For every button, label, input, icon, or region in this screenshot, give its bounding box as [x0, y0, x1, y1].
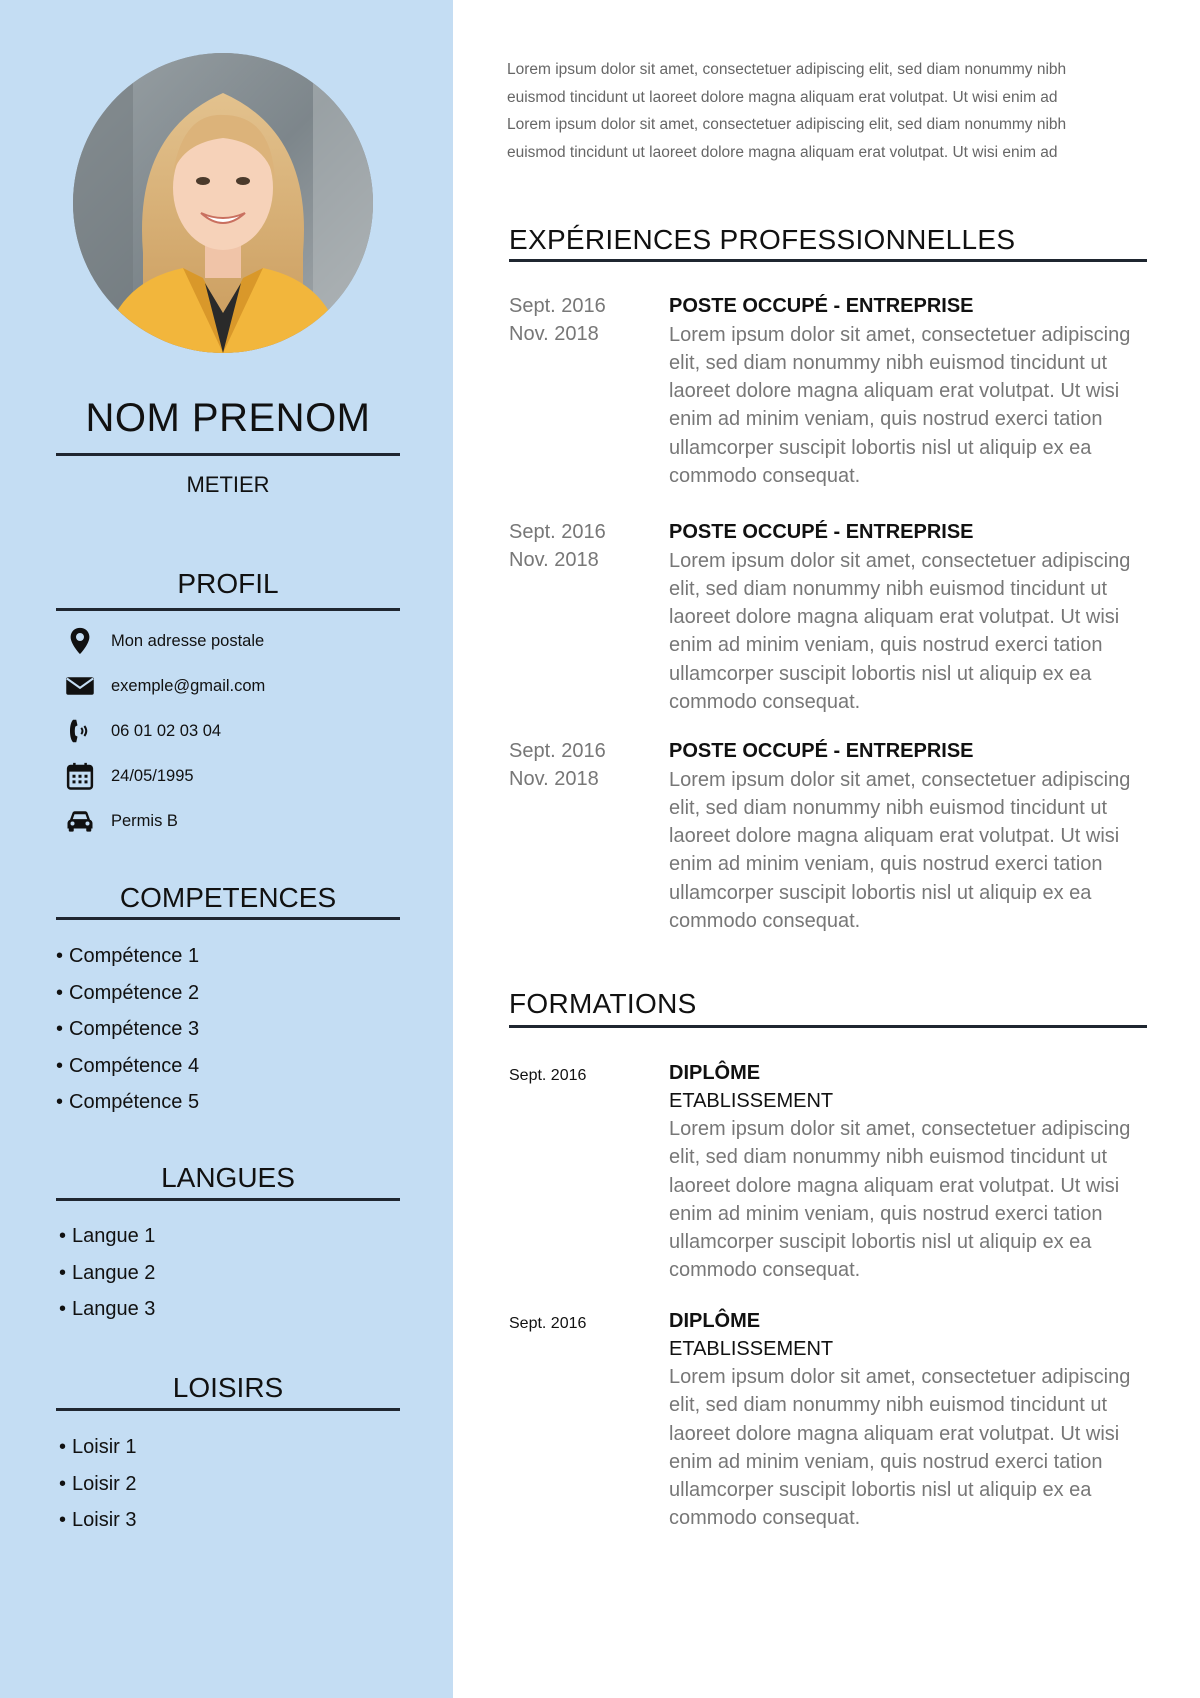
description-line: ullamcorper suscipit lobortis nisl ut aliquip ex ea [669, 662, 1092, 685]
degree-title: DIPLÔME [669, 1310, 761, 1332]
contact-email [62, 669, 265, 703]
description-line: enim ad minim veniam, quis nostrud exerci tation [669, 1450, 1103, 1473]
job-title: METIER [186, 472, 270, 497]
description-line: commodo consequat. [669, 1259, 861, 1282]
phone-text: 06 01 02 03 04 [111, 721, 222, 740]
languages-divider [56, 1198, 400, 1201]
school-name: ETABLISSEMENT [669, 1337, 834, 1360]
description-line: laoreet dolore magna aliquam erat volutpat. Ut wisi [669, 1174, 1120, 1197]
list-item: • Loisir 1 [59, 1429, 137, 1466]
intro-paragraph [507, 56, 1107, 166]
birthdate-text: 24/05/1995 [111, 766, 194, 785]
education-date: Sept. 2016 [509, 1067, 587, 1084]
intro-line: euismod tincidunt ut laoreet dolore magna aliquam erat volutpat. Ut wisi enim ad [507, 88, 1058, 106]
end-date: Nov. 2018 [509, 548, 599, 571]
description-line: Lorem ipsum dolor sit amet, consectetuer adipiscing [669, 549, 1131, 572]
location-pin-icon [62, 624, 98, 658]
end-date: Nov. 2018 [509, 322, 599, 345]
contact-birthdate [62, 759, 194, 793]
description-line: Lorem ipsum dolor sit amet, consectetuer adipiscing [669, 1366, 1131, 1388]
email-text: exemple@gmail.com [111, 676, 266, 695]
description-line: elit, sed diam nonummy nibh euismod tincidunt ut [669, 1394, 1108, 1417]
experience-divider [509, 259, 1147, 262]
list-item: • Langue 1 [59, 1218, 155, 1255]
description-line: ullamcorper suscipit lobortis nisl ut aliquip ex ea [669, 881, 1092, 904]
description-line: laoreet dolore magna aliquam erat volutpat. Ut wisi [669, 825, 1120, 848]
experience-entry [669, 519, 1149, 716]
list-item: • Loisir 3 [59, 1502, 137, 1539]
entry-description [669, 547, 1149, 717]
start-date: Sept. 2016 [509, 295, 606, 317]
intro-line: euismod tincidunt ut laoreet dolore magna aliquam erat volutpat. Ut wisi enim ad [507, 143, 1058, 161]
description-line: ullamcorper suscipit lobortis nisl ut aliquip ex ea [669, 1231, 1092, 1254]
experience-heading: EXPÉRIENCES PROFESSIONNELLES [509, 224, 1016, 255]
list-item: • Compétence 2 [56, 975, 199, 1012]
address-text: Mon adresse postale [111, 631, 265, 650]
list-item: • Compétence 5 [56, 1084, 199, 1121]
languages-list [59, 1218, 155, 1328]
degree-title: DIPLÔME [669, 1062, 761, 1084]
contact-phone [62, 714, 221, 748]
description-line: ullamcorper suscipit lobortis nisl ut aliquip ex ea [669, 436, 1092, 459]
entry-title: POSTE OCCUPÉ - ENTREPRISE [669, 295, 974, 317]
entry-description [669, 766, 1149, 936]
experience-entry [669, 293, 1149, 490]
description-line: Lorem ipsum dolor sit amet, consectetuer adipiscing [669, 768, 1131, 791]
profile-photo [73, 53, 373, 353]
description-line: elit, sed diam nonummy nibh euismod tincidunt ut [669, 577, 1108, 600]
hobbies-heading: LOISIRS [172, 1372, 284, 1403]
phone-icon [62, 714, 98, 748]
education-heading: FORMATIONS [509, 988, 697, 1019]
description-line: enim ad minim veniam, quis nostrud exerci tation [669, 1202, 1103, 1225]
skills-heading: COMPETENCES [119, 882, 337, 913]
car-icon [62, 804, 98, 838]
education-divider [509, 1025, 1147, 1028]
hobbies-divider [56, 1408, 400, 1411]
end-date: Nov. 2018 [509, 767, 599, 790]
full-name: NOM PRENOM [85, 396, 371, 440]
description-line: laoreet dolore magna aliquam erat volutpat. Ut wisi [669, 1422, 1120, 1445]
education-entry [669, 1308, 1149, 1533]
education-date: Sept. 2016 [509, 1315, 587, 1332]
list-item: • Compétence 4 [56, 1048, 199, 1085]
description-line: commodo consequat. [669, 464, 861, 487]
experience-entry [669, 738, 1149, 935]
list-item: • Compétence 3 [56, 1011, 199, 1048]
profile-divider [56, 608, 400, 611]
calendar-icon [62, 759, 98, 793]
description-line: laoreet dolore magna aliquam erat volutpat. Ut wisi [669, 606, 1120, 629]
entry-description [669, 1363, 1149, 1533]
description-line: enim ad minim veniam, quis nostrud exerci tation [669, 853, 1103, 876]
entry-description [669, 321, 1149, 491]
intro-line: Lorem ipsum dolor sit amet, consectetuer adipiscing elit, sed diam nonummy nibh [507, 61, 1067, 78]
contact-address [62, 624, 264, 658]
entry-title: POSTE OCCUPÉ - ENTREPRISE [669, 740, 974, 762]
entry-description [669, 1115, 1149, 1285]
description-line: enim ad minim veniam, quis nostrud exerci tation [669, 634, 1103, 657]
description-line: laoreet dolore magna aliquam erat volutpat. Ut wisi [669, 380, 1120, 403]
description-line: commodo consequat. [669, 909, 861, 932]
description-line: elit, sed diam nonummy nibh euismod tincidunt ut [669, 796, 1108, 819]
list-item: • Langue 2 [59, 1255, 155, 1292]
description-line: Lorem ipsum dolor sit amet, consectetuer adipiscing [669, 323, 1131, 346]
description-line: commodo consequat. [669, 1507, 861, 1530]
description-line: enim ad minim veniam, quis nostrud exerci tation [669, 408, 1103, 431]
start-date: Sept. 2016 [509, 740, 606, 762]
contact-license [62, 804, 178, 838]
list-item: • Langue 3 [59, 1291, 155, 1328]
school-name: ETABLISSEMENT [669, 1089, 834, 1112]
name-divider [56, 453, 400, 456]
intro-line: Lorem ipsum dolor sit amet, consectetuer adipiscing elit, sed diam nonummy nibh [507, 116, 1067, 133]
description-line: commodo consequat. [669, 690, 861, 713]
list-item: • Compétence 1 [56, 938, 199, 975]
entry-title: POSTE OCCUPÉ - ENTREPRISE [669, 521, 974, 543]
start-date: Sept. 2016 [509, 521, 606, 543]
education-entry [669, 1060, 1149, 1285]
experience-dates [509, 293, 606, 348]
list-item: • Loisir 2 [59, 1466, 137, 1503]
experience-dates [509, 519, 606, 574]
profile-heading: PROFIL [177, 568, 279, 599]
license-text: Permis B [111, 811, 178, 830]
description-line: elit, sed diam nonummy nibh euismod tincidunt ut [669, 1146, 1108, 1169]
skills-divider [56, 917, 400, 920]
skills-list [56, 938, 199, 1121]
description-line: ullamcorper suscipit lobortis nisl ut aliquip ex ea [669, 1479, 1092, 1502]
description-line: elit, sed diam nonummy nibh euismod tincidunt ut [669, 351, 1108, 374]
hobbies-list [59, 1429, 137, 1539]
experience-dates [509, 738, 606, 793]
description-line: Lorem ipsum dolor sit amet, consectetuer adipiscing [669, 1118, 1131, 1140]
languages-heading: LANGUES [161, 1162, 295, 1193]
envelope-icon [62, 669, 98, 703]
